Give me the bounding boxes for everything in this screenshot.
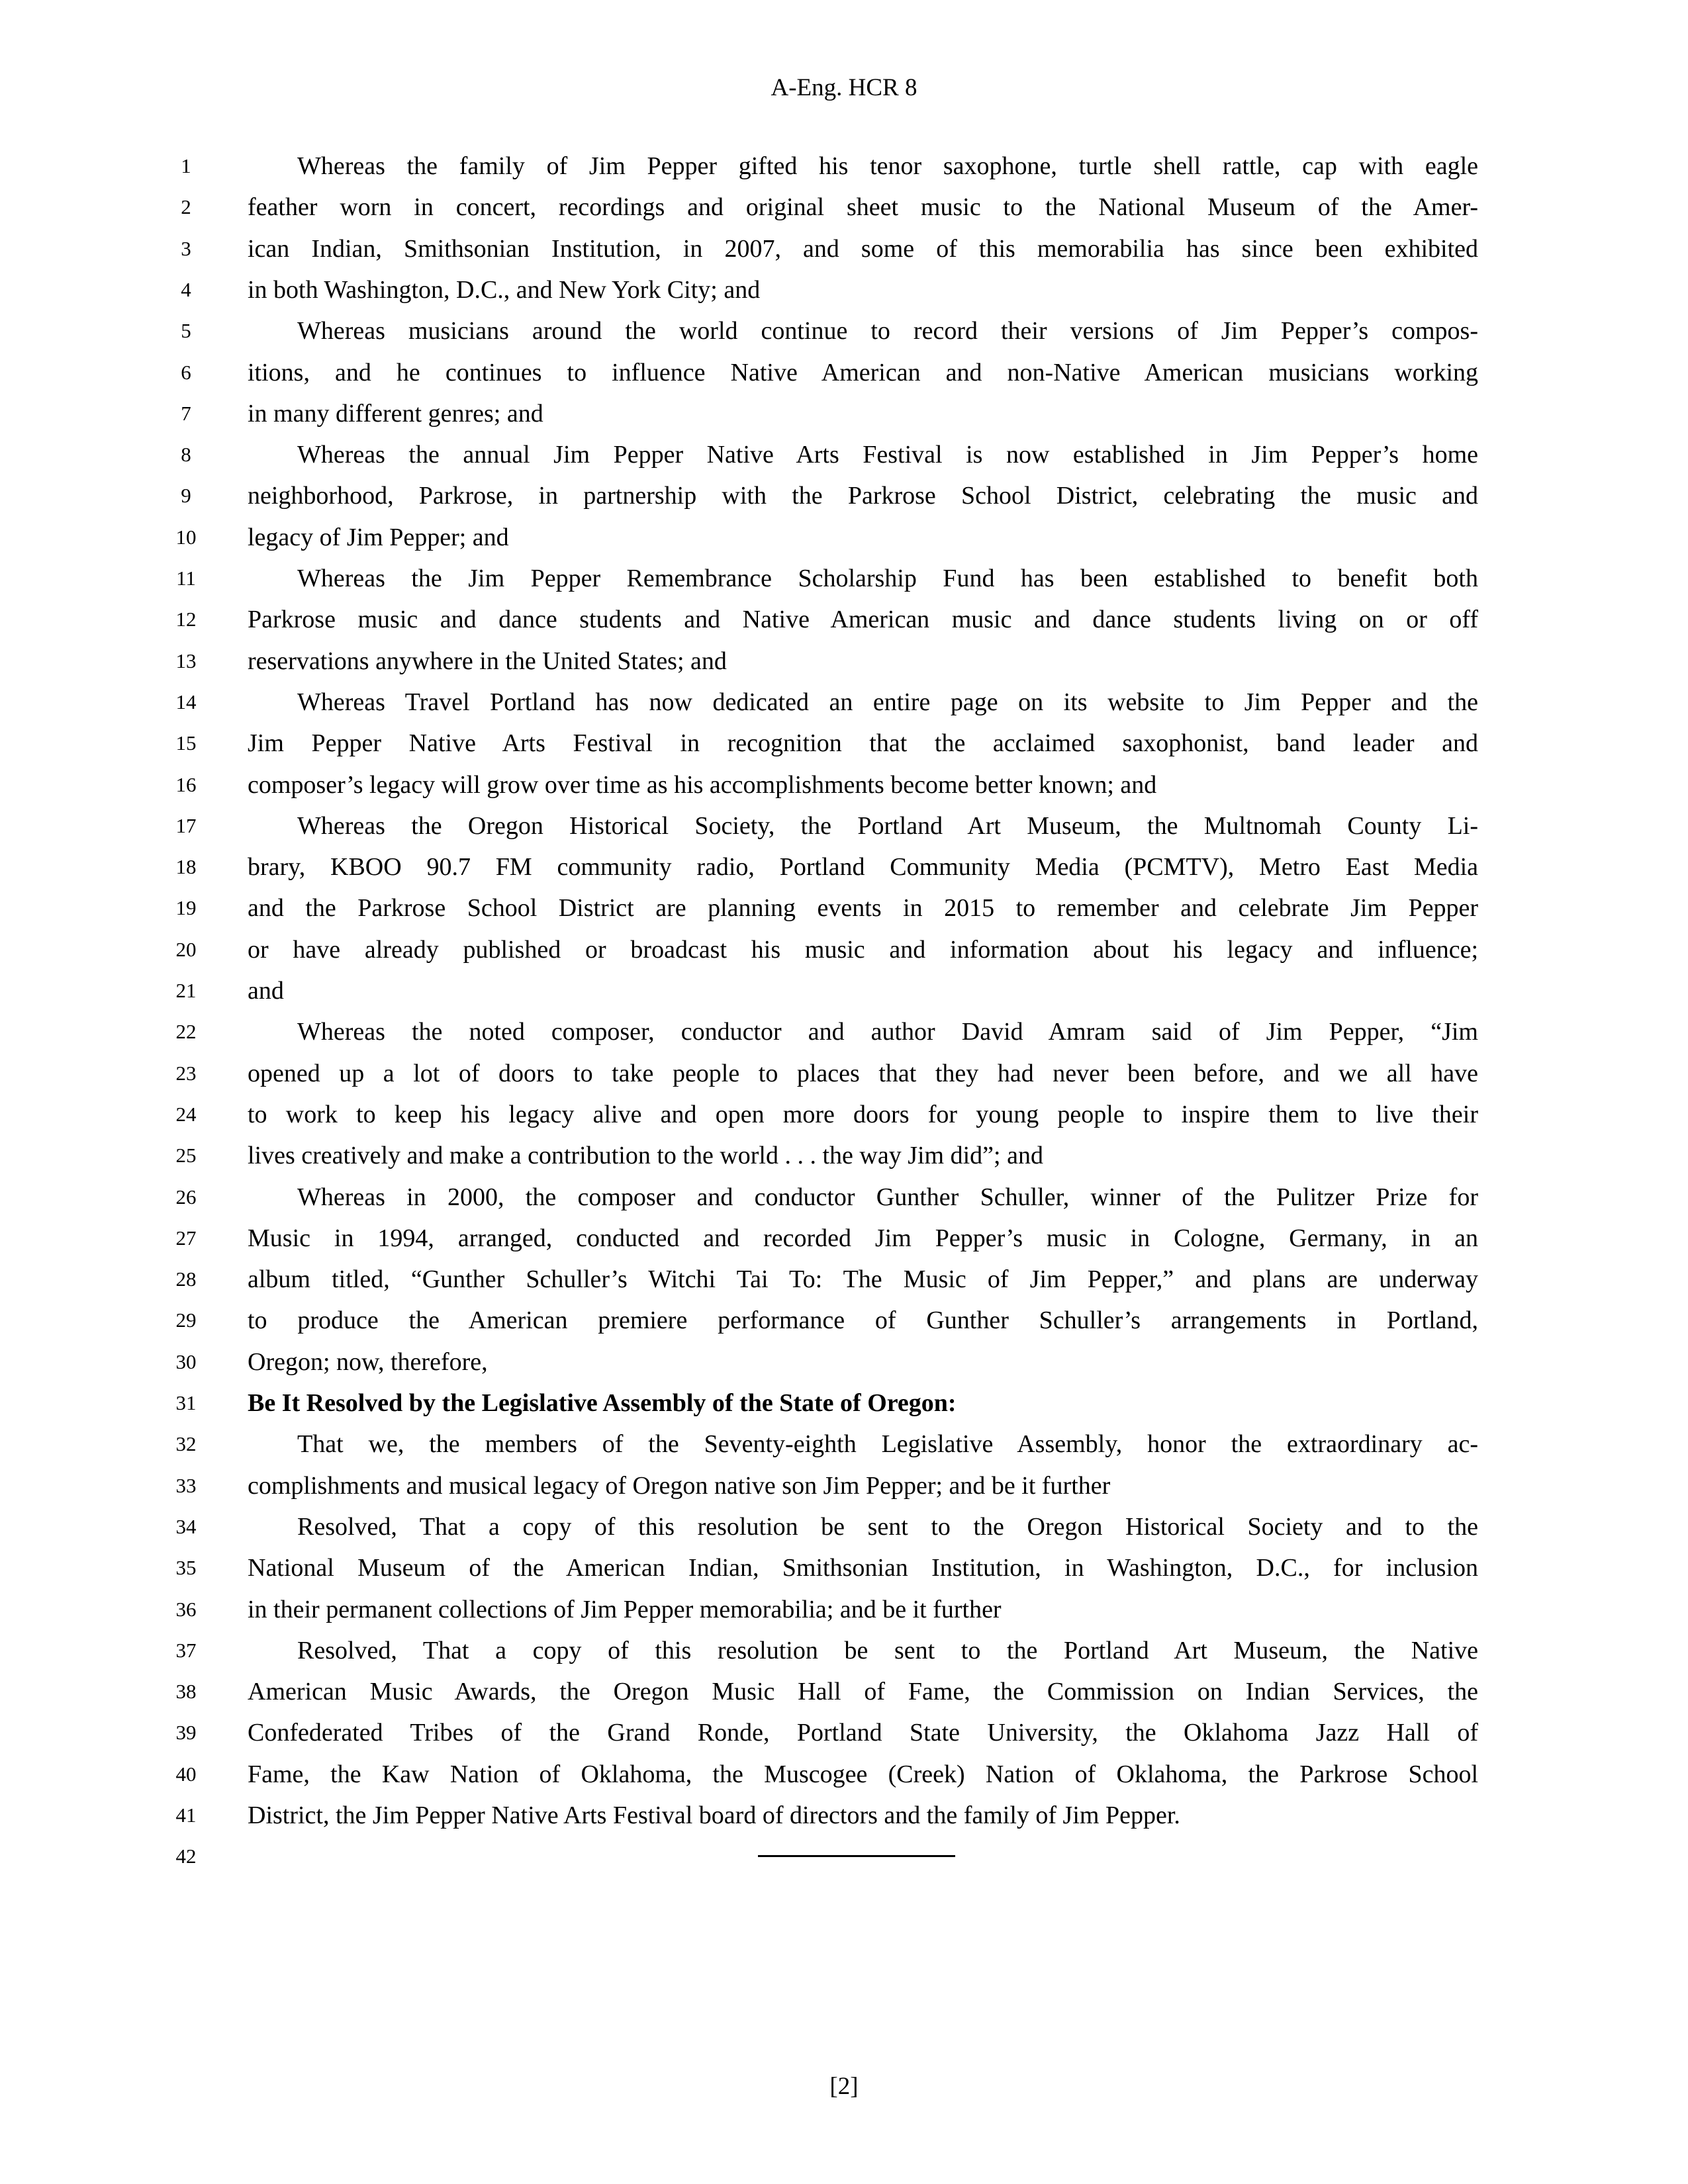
text-line <box>0 887 1688 929</box>
line-text: brary, KBOO 90.7 FM community radio, Portland Community Media (PCMTV), Metro East Media <box>248 853 1478 882</box>
line-text: Oregon; now, therefore, <box>248 1347 488 1376</box>
text-line <box>0 393 1688 434</box>
text-line <box>0 1259 1688 1300</box>
line-text: District, the Jim Pepper Native Arts Festival board of directors and the family of Jim Pepper. <box>248 1801 1180 1829</box>
line-text: Confederated Tribes of the Grand Ronde, Portland State University, the Oklahoma Jazz Hall of <box>248 1719 1478 1747</box>
line-number: 4 <box>181 277 191 301</box>
line-text: National Museum of the American Indian, Smithsonian Institution, in Washington, D.C., for inclusion <box>248 1554 1478 1582</box>
text-line <box>0 764 1688 805</box>
line-number: 13 <box>175 649 197 672</box>
text-line <box>0 1383 1688 1424</box>
line-number: 16 <box>175 772 197 796</box>
line-number: 18 <box>175 855 197 879</box>
line-number: 36 <box>175 1597 197 1621</box>
text-line <box>0 1300 1688 1341</box>
text-line <box>0 146 1688 187</box>
text-line <box>0 1589 1688 1630</box>
line-text: Whereas Travel Portland has now dedicated an entire page on its website to Jim Pepper and the <box>297 688 1478 716</box>
line-number: 22 <box>175 1020 197 1044</box>
text-line <box>0 1506 1688 1547</box>
line-number: 34 <box>175 1514 197 1538</box>
page-number: [2] <box>829 2073 859 2100</box>
text-line <box>0 1053 1688 1094</box>
line-text: Music in 1994, arranged, conducted and recorded Jim Pepper’s music in Cologne, Germany, in an <box>248 1224 1478 1252</box>
line-number: 37 <box>175 1638 197 1662</box>
text-line <box>0 434 1688 475</box>
line-number: 41 <box>175 1803 197 1827</box>
line-number: 1 <box>181 154 191 177</box>
line-number: 5 <box>181 319 191 343</box>
line-number: 35 <box>175 1556 197 1580</box>
line-number: 27 <box>175 1226 197 1250</box>
line-text: American Music Awards, the Oregon Music Hall of Fame, the Commission on Indian Services, the <box>248 1678 1478 1706</box>
line-text: Fame, the Kaw Nation of Oklahoma, the Muscogee (Creek) Nation of Oklahoma, the Parkrose School <box>248 1760 1478 1788</box>
line-text: Resolved, That a copy of this resolution be sent to the Portland Art Museum, the Native <box>297 1636 1478 1664</box>
line-text: lives creatively and make a contribution to the world . . . the way Jim did”; and <box>248 1142 1043 1170</box>
line-number: 29 <box>175 1308 197 1332</box>
line-text: composer’s legacy will grow over time as his accomplishments become better known; and <box>248 770 1157 799</box>
text-line <box>0 599 1688 640</box>
line-text: Resolved, That a copy of this resolution be sent to the Oregon Historical Society and to the <box>297 1512 1478 1541</box>
line-number: 32 <box>175 1432 197 1456</box>
text-line <box>0 1424 1688 1465</box>
text-line <box>0 1135 1688 1176</box>
resolving-clause: Be It Resolved by the Legislative Assembly of the State of Oregon: <box>248 1389 957 1417</box>
text-line <box>0 723 1688 764</box>
line-text: Whereas the family of Jim Pepper gifted his tenor saxophone, turtle shell rattle, cap with eagle <box>297 152 1478 180</box>
text-line <box>0 641 1688 682</box>
line-text: That we, the members of the Seventy-eighth Legislative Assembly, honor the extraordinary ac- <box>297 1430 1478 1459</box>
line-number: 38 <box>175 1680 197 1704</box>
text-line <box>0 352 1688 393</box>
text-line <box>0 1465 1688 1506</box>
document-header: A-Eng. HCR 8 <box>771 74 917 101</box>
line-number: 3 <box>181 236 191 260</box>
line-text: and <box>248 977 284 1005</box>
line-text: in their permanent collections of Jim Pepper memorabilia; and be it further <box>248 1595 1002 1623</box>
text-line <box>0 805 1688 846</box>
text-line <box>0 228 1688 269</box>
line-number: 39 <box>175 1721 197 1745</box>
line-number: 24 <box>175 1102 197 1126</box>
line-text: ican Indian, Smithsonian Institution, in 2007, and some of this memorabilia has since been exhibited <box>248 234 1478 263</box>
text-line <box>0 682 1688 723</box>
text-line <box>0 1547 1688 1588</box>
line-number: 33 <box>175 1473 197 1497</box>
line-text: in many different genres; and <box>248 399 543 428</box>
text-line <box>0 1342 1688 1383</box>
line-text: Jim Pepper Native Arts Festival in recognition that the acclaimed saxophonist, band leader and <box>248 729 1478 758</box>
text-line <box>0 1712 1688 1753</box>
text-line <box>0 970 1688 1011</box>
text-line <box>0 1177 1688 1218</box>
line-number: 40 <box>175 1762 197 1786</box>
line-number: 2 <box>181 195 191 219</box>
text-line <box>0 1630 1688 1671</box>
line-number: 31 <box>175 1391 197 1414</box>
text-line <box>0 1094 1688 1135</box>
line-text: complishments and musical legacy of Oregon native son Jim Pepper; and be it further <box>248 1471 1111 1500</box>
line-number: 12 <box>175 608 197 631</box>
line-text: legacy of Jim Pepper; and <box>248 523 509 551</box>
line-text: and the Parkrose School District are planning events in 2015 to remember and celebrate Jim Pepper <box>248 894 1478 923</box>
line-text: Parkrose music and dance students and Native American music and dance students living on or off <box>248 606 1478 634</box>
text-line <box>0 269 1688 310</box>
text-line <box>0 1754 1688 1795</box>
line-number: 26 <box>175 1185 197 1208</box>
text-line <box>0 1011 1688 1052</box>
line-text: Whereas the annual Jim Pepper Native Arts Festival is now established in Jim Pepper’s home <box>297 441 1478 469</box>
text-line <box>0 1218 1688 1259</box>
line-number: 14 <box>175 690 197 713</box>
line-text: Whereas in 2000, the composer and conductor Gunther Schuller, winner of the Pulitzer Prize for <box>297 1183 1478 1211</box>
text-line <box>0 517 1688 558</box>
line-text: feather worn in concert, recordings and original sheet music to the National Museum of the Amer- <box>248 193 1478 222</box>
line-text: itions, and he continues to influence Native American and non-Native American musicians working <box>248 358 1478 387</box>
line-number: 23 <box>175 1061 197 1085</box>
text-line <box>0 475 1688 516</box>
line-number: 7 <box>181 401 191 425</box>
line-text: reservations anywhere in the United States; and <box>248 647 727 675</box>
line-number: 11 <box>176 567 196 590</box>
line-text: opened up a lot of doors to take people to places that they had never been before, and we all have <box>248 1059 1478 1087</box>
text-line <box>0 558 1688 599</box>
line-text: Whereas the Jim Pepper Remembrance Scholarship Fund has been established to benefit both <box>297 565 1478 592</box>
line-number: 15 <box>175 731 197 755</box>
text-line <box>0 929 1688 970</box>
line-number: 9 <box>181 484 191 508</box>
line-text: to work to keep his legacy alive and open more doors for young people to inspire them to live their <box>248 1100 1478 1128</box>
line-number: 28 <box>175 1267 197 1291</box>
line-number: 8 <box>181 443 191 467</box>
line-text: to produce the American premiere performance of Gunther Schuller’s arrangements in Portland, <box>248 1306 1478 1335</box>
text-line <box>0 1671 1688 1712</box>
line-number: 30 <box>175 1349 197 1373</box>
line-text: or have already published or broadcast his music and information about his legacy and influence; <box>248 935 1478 964</box>
text-line <box>0 1795 1688 1836</box>
line-number: 20 <box>175 937 197 961</box>
line-text: Whereas the Oregon Historical Society, the Portland Art Museum, the Multnomah County Li- <box>297 811 1478 840</box>
line-text: Whereas musicians around the world continue to record their versions of Jim Pepper’s compos- <box>297 317 1478 345</box>
line-text: neighborhood, Parkrose, in partnership with the Parkrose School District, celebrating the music and <box>248 482 1478 510</box>
line-number: 25 <box>175 1144 197 1167</box>
end-rule <box>758 1855 955 1857</box>
line-number: 21 <box>175 979 197 1002</box>
line-text: album titled, “Gunther Schuller’s Witchi Tai To: The Music of Jim Pepper,” and plans are underway <box>248 1265 1478 1294</box>
text-line <box>0 846 1688 887</box>
line-number: 6 <box>181 360 191 384</box>
line-number: 17 <box>175 813 197 837</box>
line-text: Whereas the noted composer, conductor and author David Amram said of Jim Pepper, “Jim <box>297 1018 1478 1046</box>
line-number: 42 <box>175 1844 197 1868</box>
line-text: in both Washington, D.C., and New York City; and <box>248 275 761 304</box>
line-number: 10 <box>175 525 197 549</box>
text-line <box>0 187 1688 228</box>
line-number: 19 <box>175 896 197 920</box>
text-line <box>0 310 1688 351</box>
